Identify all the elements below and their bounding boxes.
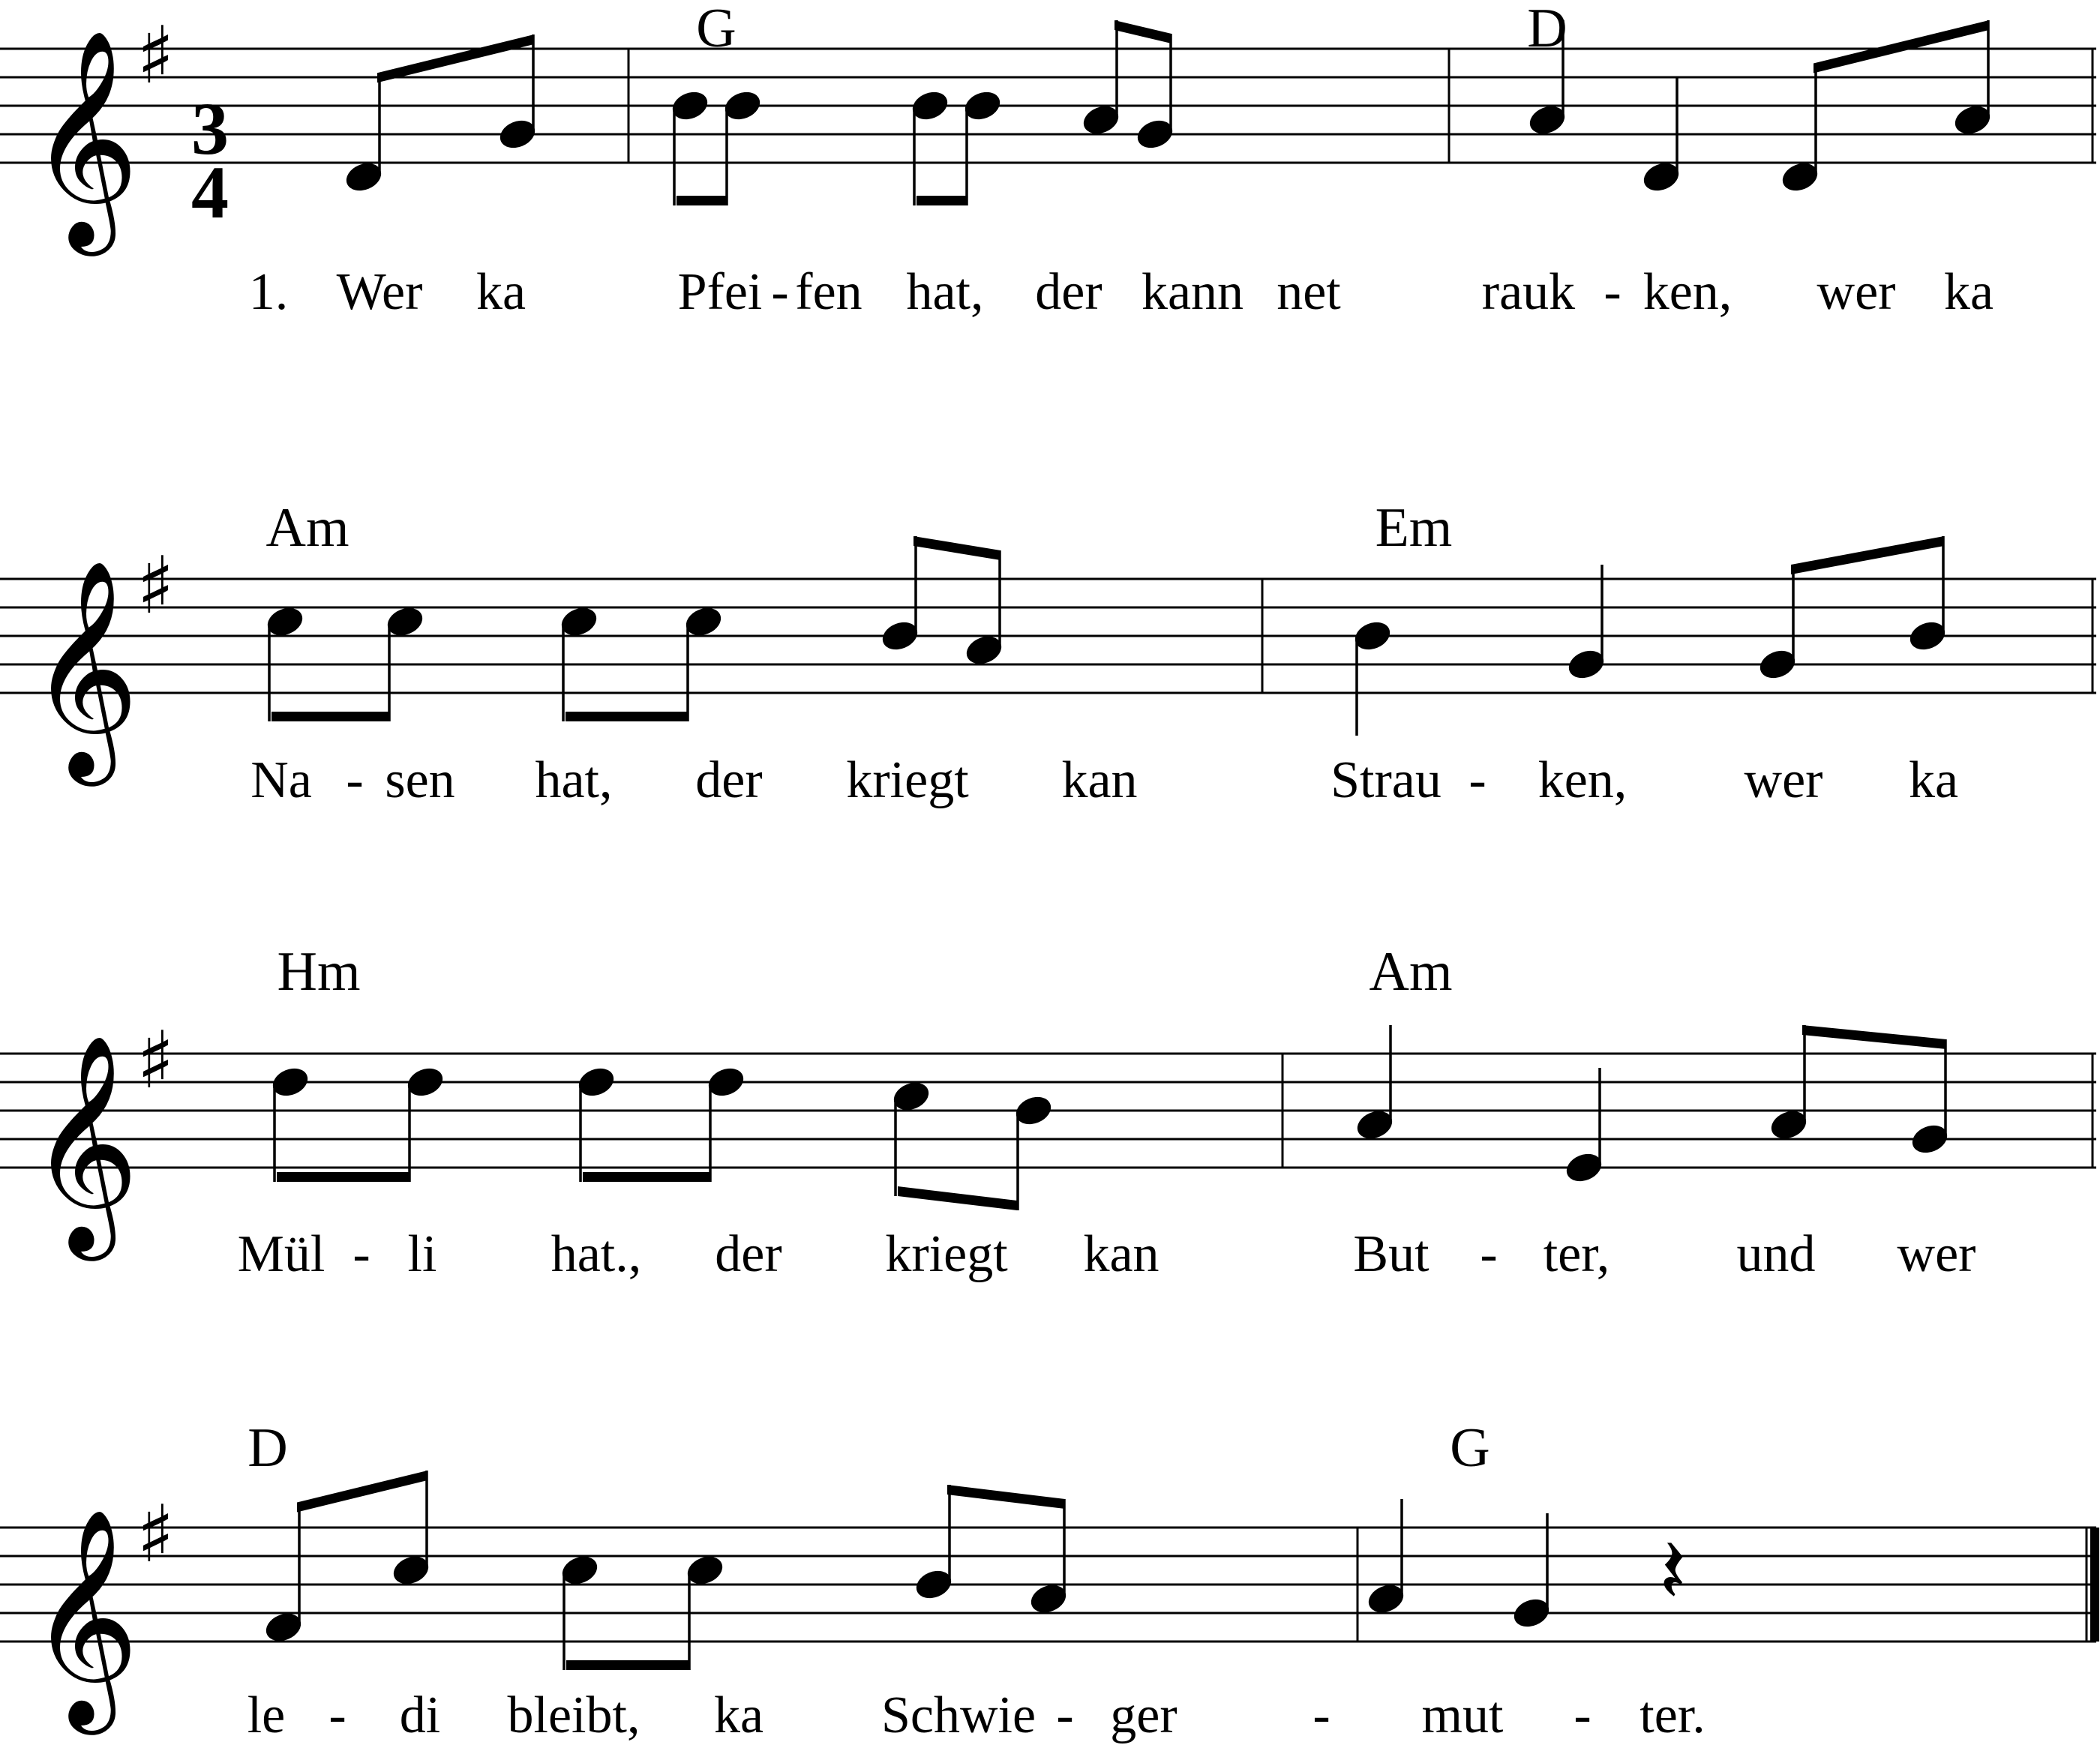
lyric-syllable: - bbox=[328, 1687, 346, 1744]
lyric-syllable: Strau bbox=[1330, 751, 1442, 809]
lyrics-line-4 bbox=[248, 1687, 1706, 1744]
lyric-syllable: sen bbox=[385, 751, 455, 809]
lyrics-line-2 bbox=[250, 751, 1958, 809]
lyric-syllable: le bbox=[247, 1687, 286, 1744]
lyric-syllable: Na bbox=[250, 751, 312, 809]
final-barline bbox=[2090, 1528, 2099, 1642]
lyric-syllable: ka bbox=[1908, 751, 1959, 809]
chord-symbol: D bbox=[248, 1417, 288, 1479]
lyric-syllable: li bbox=[407, 1225, 437, 1283]
lyric-syllable: ter, bbox=[1543, 1225, 1610, 1283]
lyric-syllable: di bbox=[399, 1687, 441, 1744]
sharp-icon: ♯ bbox=[136, 1489, 175, 1580]
sharp-icon: ♯ bbox=[136, 540, 175, 631]
lyric-syllable: mut bbox=[1421, 1687, 1504, 1744]
beam bbox=[914, 536, 1000, 560]
lyric-syllable: - bbox=[1056, 1687, 1074, 1744]
time-signature-denominator: 4 bbox=[191, 151, 229, 234]
quarter-rest-icon: 𝄽 bbox=[1659, 1519, 1687, 1624]
lyric-syllable: rauk bbox=[1481, 263, 1576, 321]
lyric-syllable: ter. bbox=[1640, 1687, 1706, 1744]
lyric-syllable: ken, bbox=[1642, 263, 1732, 321]
beam bbox=[272, 712, 388, 721]
lyric-syllable: hat, bbox=[535, 751, 613, 809]
lyric-syllable: hat., bbox=[550, 1225, 642, 1283]
lyric-syllable: 1. bbox=[248, 263, 289, 321]
lyric-syllable: Wer bbox=[336, 263, 423, 321]
lyric-syllable: wer bbox=[1897, 1225, 1976, 1283]
lyric-syllable: ken, bbox=[1538, 751, 1628, 809]
beam bbox=[1814, 20, 1989, 73]
lyric-syllable: ger bbox=[1110, 1687, 1178, 1744]
lyric-syllable: Mül bbox=[237, 1225, 326, 1283]
lyric-syllable: kan bbox=[1061, 751, 1138, 809]
lyric-syllable: wer bbox=[1816, 263, 1896, 321]
lyric-syllable: fen bbox=[795, 263, 862, 321]
lyric-syllable: der bbox=[695, 751, 763, 809]
treble-clef-icon: 𝄞 bbox=[28, 558, 140, 776]
beam bbox=[377, 34, 534, 82]
chord-symbol: Hm bbox=[277, 941, 361, 1003]
lyrics-line-3 bbox=[238, 1225, 1976, 1283]
beam bbox=[676, 196, 726, 205]
beam bbox=[583, 1172, 710, 1182]
lyric-syllable: - bbox=[1480, 1225, 1498, 1283]
beam bbox=[947, 1485, 1065, 1509]
treble-clef-icon: 𝄞 bbox=[28, 1507, 140, 1725]
lyric-syllable: hat, bbox=[906, 263, 984, 321]
sharp-icon: ♯ bbox=[136, 1015, 175, 1106]
lyrics-line-1 bbox=[249, 263, 1994, 321]
beam bbox=[566, 712, 687, 721]
lyric-syllable: wer bbox=[1744, 751, 1823, 809]
beam bbox=[1114, 20, 1172, 43]
lyric-syllable: ka bbox=[1943, 263, 1994, 321]
beam bbox=[898, 1186, 1017, 1210]
lyric-syllable: ka bbox=[476, 263, 526, 321]
lyric-syllable: But bbox=[1353, 1225, 1430, 1283]
lyric-syllable: - bbox=[1574, 1687, 1592, 1744]
beam bbox=[1791, 536, 1944, 574]
lyric-syllable: kriegt bbox=[846, 751, 969, 809]
sharp-icon: ♯ bbox=[136, 10, 175, 101]
lyric-syllable: - bbox=[346, 751, 364, 809]
lyric-syllable: der bbox=[1035, 263, 1102, 321]
lyric-syllable: der bbox=[715, 1225, 782, 1283]
beam bbox=[277, 1172, 409, 1182]
lyric-syllable: bleibt, bbox=[507, 1687, 640, 1744]
lyric-syllable: - bbox=[352, 1225, 370, 1283]
lyric-syllable: net bbox=[1276, 263, 1341, 321]
treble-clef-icon: 𝄞 bbox=[28, 1033, 140, 1251]
lyric-syllable: - bbox=[771, 263, 789, 321]
beam bbox=[1802, 1025, 1946, 1049]
lyric-syllable: kan bbox=[1083, 1225, 1160, 1283]
beam bbox=[297, 1471, 428, 1513]
chord-symbol: Am bbox=[1369, 941, 1453, 1003]
chord-symbol: Em bbox=[1375, 497, 1453, 559]
lyric-syllable: - bbox=[1604, 263, 1622, 321]
lyric-syllable: Pfei bbox=[677, 263, 763, 321]
lyric-syllable: und bbox=[1736, 1225, 1816, 1283]
lyric-syllable: Schwie bbox=[880, 1687, 1036, 1744]
chord-symbol: G bbox=[696, 0, 736, 59]
beam bbox=[566, 1660, 688, 1670]
chord-symbol: G bbox=[1450, 1417, 1490, 1479]
treble-clef-icon: 𝄞 bbox=[28, 28, 140, 246]
lyric-syllable: - bbox=[1312, 1687, 1330, 1744]
chord-symbol: D bbox=[1527, 0, 1568, 59]
lyric-syllable: kann bbox=[1141, 263, 1244, 321]
lyric-syllable: - bbox=[1468, 751, 1486, 809]
beam bbox=[916, 196, 966, 205]
time-signature-numerator: 3 bbox=[191, 87, 229, 170]
lyric-syllable: ka bbox=[713, 1687, 764, 1744]
chord-symbol: Am bbox=[266, 497, 350, 559]
lyric-syllable: kriegt bbox=[885, 1225, 1008, 1283]
